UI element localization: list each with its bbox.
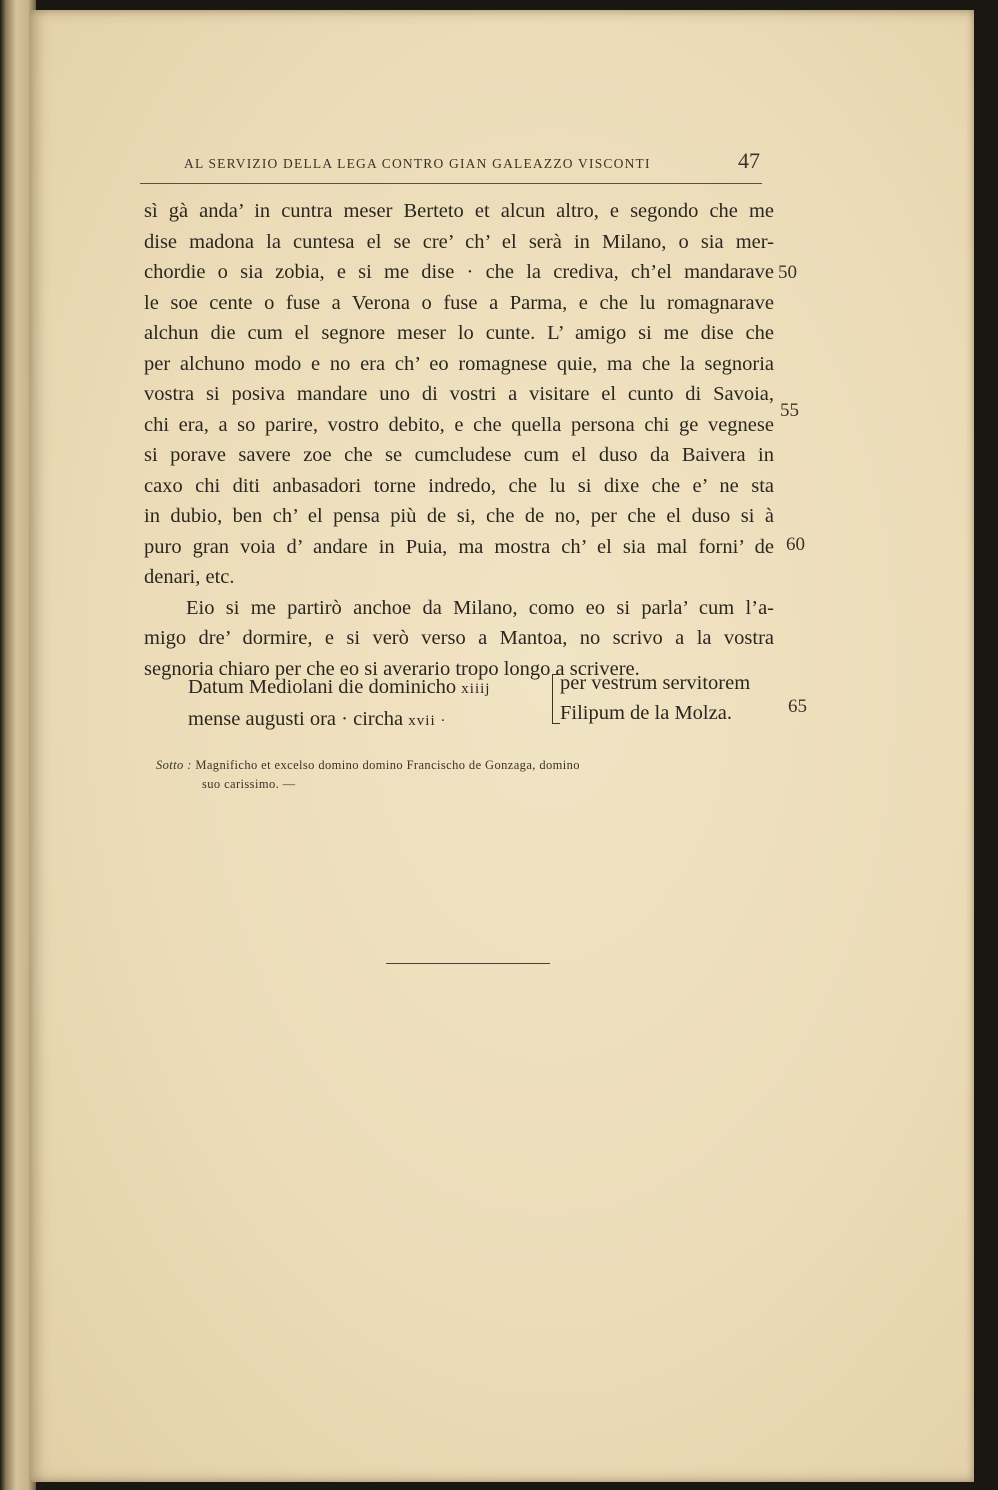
line-number: 55 (780, 400, 799, 421)
text-line: alchun die cum el segnore meser lo cunte. L’ amigo si me dise che (144, 322, 774, 344)
text-line: puro gran voia d’ andare in Puia, ma mostra ch’ el sia mal forni’ de (144, 535, 774, 558)
text-line: le soe cente o fuse a Verona o fuse a Parma, e che lu romagnarave (144, 291, 774, 314)
footnote-continuation: suo carissimo. — (202, 777, 296, 791)
signature-line: per vestrum servitorem (560, 672, 751, 694)
text-line: in dubio, ben ch’ el pensa più de si, che de no, per che el duso si à (144, 505, 774, 527)
running-title: AL SERVIZIO DELLA LEGA CONTRO GIAN GALEAZZO VISCONTI (184, 156, 651, 171)
signature-block (552, 668, 790, 728)
text-line: Eio si me partirò anchoe da Milano, como eo si parla’ cum l’a- (186, 596, 774, 619)
date-clause (188, 672, 518, 736)
text-line: segnoria chiaro per che eo si averario tropo longo a scrivere. (144, 657, 640, 680)
line-number: 65 (788, 696, 807, 717)
date-line: Datum Mediolani die dominicho (188, 676, 457, 698)
text-line: chordie o sia zobia, e si me dise · che la crediva, ch’el mandarave (144, 261, 774, 283)
date-numeral: xiiij (461, 681, 491, 697)
text-line: sì gà anda’ in cuntra meser Berteto et alcun altro, e segondo che me (144, 200, 774, 222)
text-line: denari, etc. (144, 566, 235, 588)
text-line: caxo chi diti anbasadori torne indredo, che lu si dixe che e’ ne sta (144, 474, 774, 497)
signature-name: Filipum de la Molza. (560, 702, 732, 724)
text-line: dise madona la cuntesa el se cre’ ch’ el serà in Milano, o sia mer- (144, 230, 774, 253)
footnote-label: Sotto : (156, 758, 192, 772)
text-line: si porave savere zoe che se cumcludese cum el duso da Baivera in (144, 444, 774, 466)
line-number: 60 (786, 534, 805, 555)
date-line: mense augusti ora · circha (188, 708, 404, 730)
hour-numeral: xvii · (408, 713, 447, 729)
end-rule (386, 963, 550, 964)
footnote (156, 756, 676, 794)
page-number: 47 (738, 148, 760, 173)
letter-body (144, 196, 774, 684)
text-line: per alchuno modo e no era ch’ eo romagnese quie, ma che la segnoria (144, 352, 774, 375)
header-rule (140, 183, 762, 184)
page-header (170, 148, 762, 182)
text-line: chi era, a so parire, vostro debito, e che quella persona chi ge vegnese (144, 413, 774, 436)
text-line: vostra si posiva mandare uno di vostri a visitare el cunto di Savoia, (144, 383, 774, 405)
line-number: 50 (778, 262, 797, 283)
footnote-text: Magnificho et excelso domino domino Francischo de Gonzaga, domino (195, 758, 580, 772)
text-line: migo dre’ dormire, e si verò verso a Mantoa, no scrivo a la vostra (144, 627, 774, 649)
